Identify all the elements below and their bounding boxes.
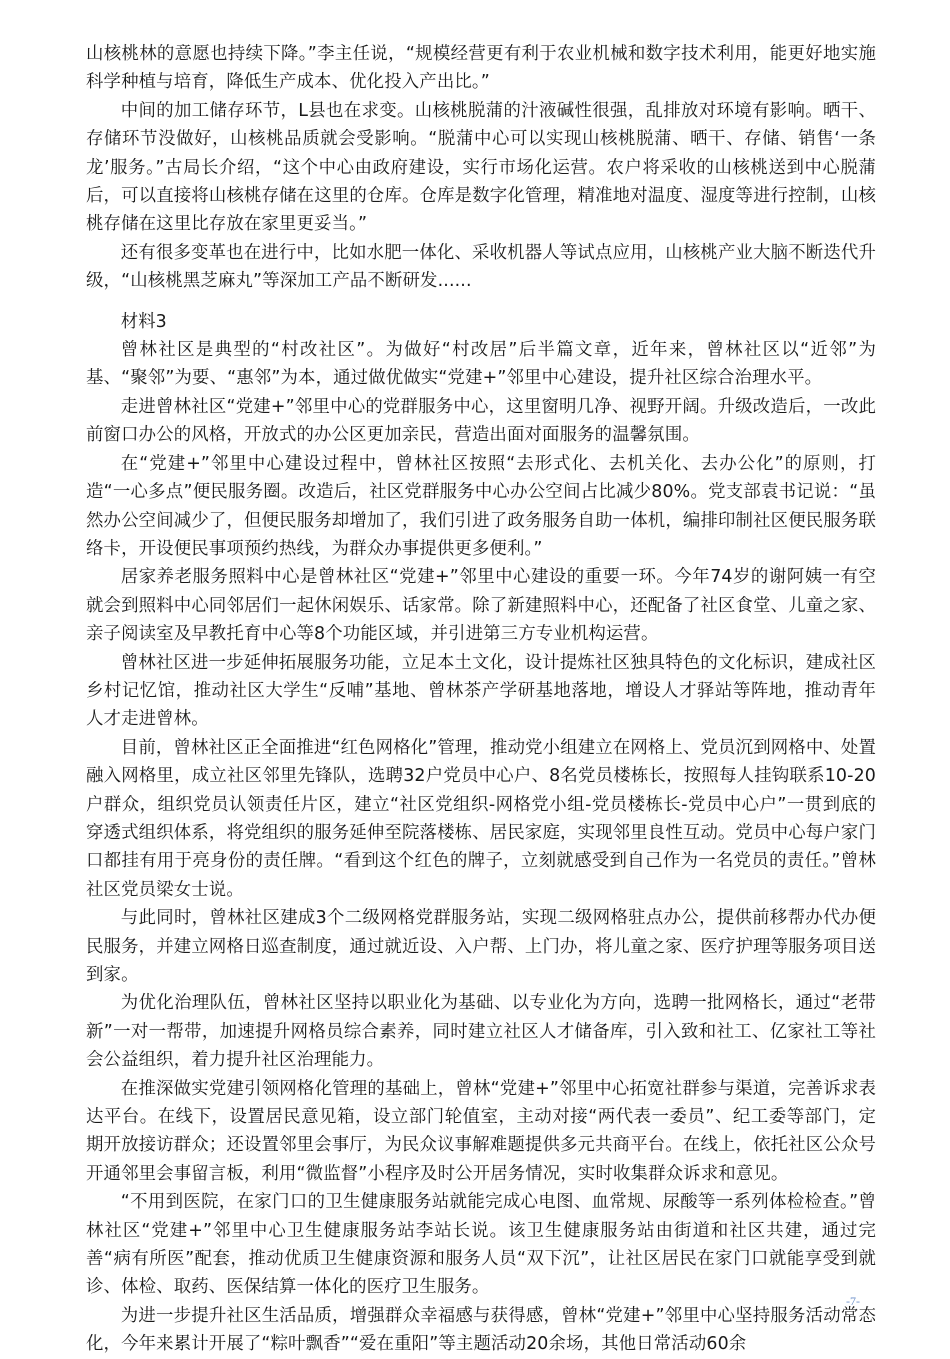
paragraph: 曾林社区是典型的“村改社区”。为做好“村改居”后半篇文章，近年来，曾林社区以“近邻”为基、“聚邻”为要、“惠邻”为本，通过做优做实“党建+”邻里中心建设，提升社区综合治理水平。 [86, 340, 876, 389]
paragraph: 居家养老服务照料中心是曾林社区“党建+”邻里中心建设的重要一环。今年74岁的谢阿姨一有空就会到照料中心同邻居们一起休闲娱乐、话家常。除了新建照料中心，还配备了社区食堂、儿童之家、亲子阅读室及早教托育中心等8个功能区域，并引进第三方专业机构运营。 [86, 567, 876, 645]
document-page [86, 40, 876, 1359]
paragraph: 在“党建+”邻里中心建设过程中，曾林社区按照“去形式化、去机关化、去办公化”的原则，打造“一心多点”便民服务圈。改造后，社区党群服务中心办公空间占比减少80%。党支部袁书记说：“虽然办公空间减少了，但便民服务却增加了，我们引进了政务服务自助一体机，编排印制社区便民服务联络卡，开设便民事项预约热线，为群众办事提供更多便利。” [86, 453, 876, 559]
paragraph: 还有很多变革也在进行中，比如水肥一体化、采收机器人等试点应用，山核桃产业大脑不断迭代升级，“山核桃黑芝麻丸”等深加工产品不断研发...... [86, 242, 876, 292]
paragraph: 在推深做实党建引领网格化管理的基础上，曾林“党建+”邻里中心拓宽社群参与渠道，完善诉求表达平台。在线下，设置居民意见箱，设立部门轮值室，主动对接“两代表一委员”、纪工委等部门，定期开放接访群众；还设置邻里会事厅，为民众议事解难题提供多元共商平台。在线上，依托社区公众号开通邻里会事留言板，利用“微监督”小程序及时公开居务情况，实时收集群众诉求和意见。 [86, 1078, 876, 1184]
paragraph: 为进一步提升社区生活品质，增强群众幸福感与获得感，曾林“党建+”邻里中心坚持服务活动常态化，今年来累计开展了“粽叶飘香”“爱在重阳”等主题活动20余场，其他日常活动60余 [86, 1305, 876, 1355]
paragraph-continued: 山核桃林的意愿也持续下降。”李主任说，“规模经营更有利于农业机械和数字技术利用，能更好地实施科学种植与培育，降低生产成本、优化投入产出比。” [86, 44, 876, 93]
page-number: -7- [846, 1294, 860, 1308]
paragraph: 中间的加工储存环节，L县也在求变。山核桃脱蒲的汁液碱性很强，乱排放对环境有影响。晒干、存储环节没做好，山核桃品质就会受影响。“脱蒲中心可以实现山核桃脱蒲、晒干、存储、销售‘一条龙’服务。”古局长介绍，“这个中心由政府建设，实行市场化运营。农户将采收的山核桃送到中心脱蒲后，可以直接将山核桃存储在这里的仓库。仓库是数字化管理，精准地对温度、湿度等进行控制，山核桃存储在这里比存放在家里更妥当。” [86, 100, 876, 235]
paragraph: 曾林社区进一步延伸拓展服务功能，立足本土文化，设计提炼社区独具特色的文化标识，建成社区乡村记忆馆，推动社区大学生“反哺”基地、曾林茶产学研基地落地，增设人才驿站等阵地，推动青年人才走进曾林。 [86, 652, 876, 730]
paragraph: 为优化治理队伍，曾林社区坚持以职业化为基础、以专业化为方向，选聘一批网格长，通过“老带新”一对一帮带，加速提升网格员综合素养，同时建立社区人才储备库，引入致和社工、亿家社工等社会公益组织，着力提升社区治理能力。 [86, 993, 876, 1071]
paragraph: 目前，曾林社区正全面推进“红色网格化”管理，推动党小组建立在网格上、党员沉到网格中、处置融入网格里，成立社区邻里先锋队，选聘32户党员中心户、8名党员楼栋长，按照每人挂钩联系10-20户群众，组织党员认领责任片区，建立“社区党组织-网格党小组-党员楼栋长-党员中心户”一贯到底的穿透式组织体系，将党组织的服务延伸至院落楼栋、居民家庭，实现邻里良性互动。党员中心每户家门口都挂有用于亮身份的责任牌。“看到这个红色的牌子，立刻就感受到自己作为一名党员的责任。”曾林社区党员梁女士说。 [86, 737, 876, 900]
paragraph: 走进曾林社区“党建+”邻里中心的党群服务中心，这里窗明几净、视野开阔。升级改造后，一改此前窗口办公的风格，开放式的办公区更加亲民，营造出面对面服务的温馨氛围。 [86, 396, 876, 446]
paragraph: 与此同时，曾林社区建成3个二级网格党群服务站，实现二级网格驻点办公，提供前移帮办代办便民服务，并建立网格日巡查制度，通过就近设、入户帮、上门办，将儿童之家、医疗护理等服务项目送到家。 [86, 908, 876, 985]
section-title: 材料3 [120, 311, 167, 332]
paragraph: “不用到医院，在家门口的卫生健康服务站就能完成心电图、血常规、尿酸等一系列体检检查。”曾林社区“党建+”邻里中心卫生健康服务站李站长说。该卫生健康服务站由街道和社区共建，通过完善“病有所医”配套，推动优质卫生健康资源和服务人员“双下沉”，让社区居民在家门口就能享受到就诊、体检、取药、医保结算一体化的医疗卫生服务。 [86, 1192, 876, 1298]
